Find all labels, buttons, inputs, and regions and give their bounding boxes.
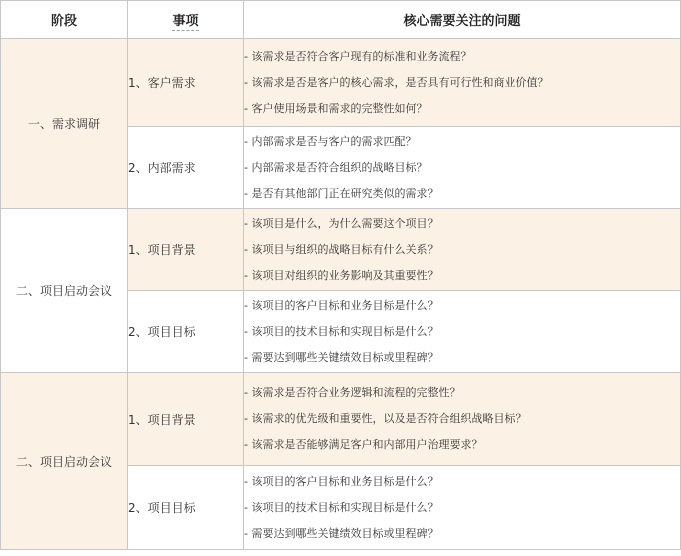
question-line: - 需要达到哪些关键绩效目标或里程碑？ [244, 526, 439, 540]
questions-cell [244, 127, 681, 209]
question-line: - 该需求是否是客户的核心需求，是否具有可行性和商业价值？ [244, 75, 549, 89]
header-questions: 核心需要关注的问题 [244, 1, 681, 39]
questions-cell [244, 39, 681, 127]
item-cell: 2、项目目标 [128, 291, 244, 373]
header-stage: 阶段 [1, 1, 128, 39]
question-line: - 该项目与组织的战略目标有什么关系？ [244, 242, 439, 256]
question-line: - 该项目的客户目标和业务目标是什么？ [244, 298, 439, 312]
question-line: - 是否有其他部门正在研究类似的需求？ [244, 186, 439, 200]
item-cell: 1、项目背景 [128, 373, 244, 466]
stage-cell: 二、项目启动会议 [1, 373, 128, 550]
question-line: - 该项目对组织的业务影响及其重要性？ [244, 268, 439, 282]
table-row [1, 373, 681, 466]
table-row [1, 209, 681, 291]
item-cell: 2、内部需求 [128, 127, 244, 209]
stage-cell: 一、需求调研 [1, 39, 128, 209]
question-line: - 该项目的技术目标和实现目标是什么？ [244, 324, 439, 338]
question-line: - 该项目的客户目标和业务目标是什么？ [244, 474, 439, 488]
question-line: - 该项目的技术目标和实现目标是什么？ [244, 500, 439, 514]
question-line: - 该需求是否能够满足客户和内部用户治理要求？ [244, 438, 483, 451]
question-line: - 需要达到哪些关键绩效目标或里程碑？ [244, 350, 439, 364]
questions-cell [244, 373, 681, 466]
stage-cell: 二、项目启动会议 [1, 209, 128, 373]
questions-cell [244, 209, 681, 291]
question-line: - 客户使用场景和需求的完整性如何？ [244, 101, 428, 115]
questions-cell [244, 466, 681, 550]
question-line: - 该需求的优先级和重要性，以及是否符合组织战略目标？ [244, 412, 527, 425]
item-cell: 2、项目目标 [128, 466, 244, 550]
questions-cell [244, 291, 681, 373]
question-line: - 该需求是否符合业务逻辑和流程的完整性？ [244, 386, 461, 399]
table-row [1, 39, 681, 127]
header-item: 事项 [128, 1, 244, 39]
question-line: - 内部需求是否与客户的需求匹配？ [244, 134, 417, 148]
question-line: - 该项目是什么，为什么需要这个项目？ [244, 216, 439, 230]
question-line: - 内部需求是否符合组织的战略目标？ [244, 160, 428, 174]
item-cell: 1、项目背景 [128, 209, 244, 291]
table-header-row [1, 1, 681, 39]
item-cell: 1、客户需求 [128, 39, 244, 127]
question-line: - 该需求是否符合客户现有的标准和业务流程？ [244, 49, 472, 63]
